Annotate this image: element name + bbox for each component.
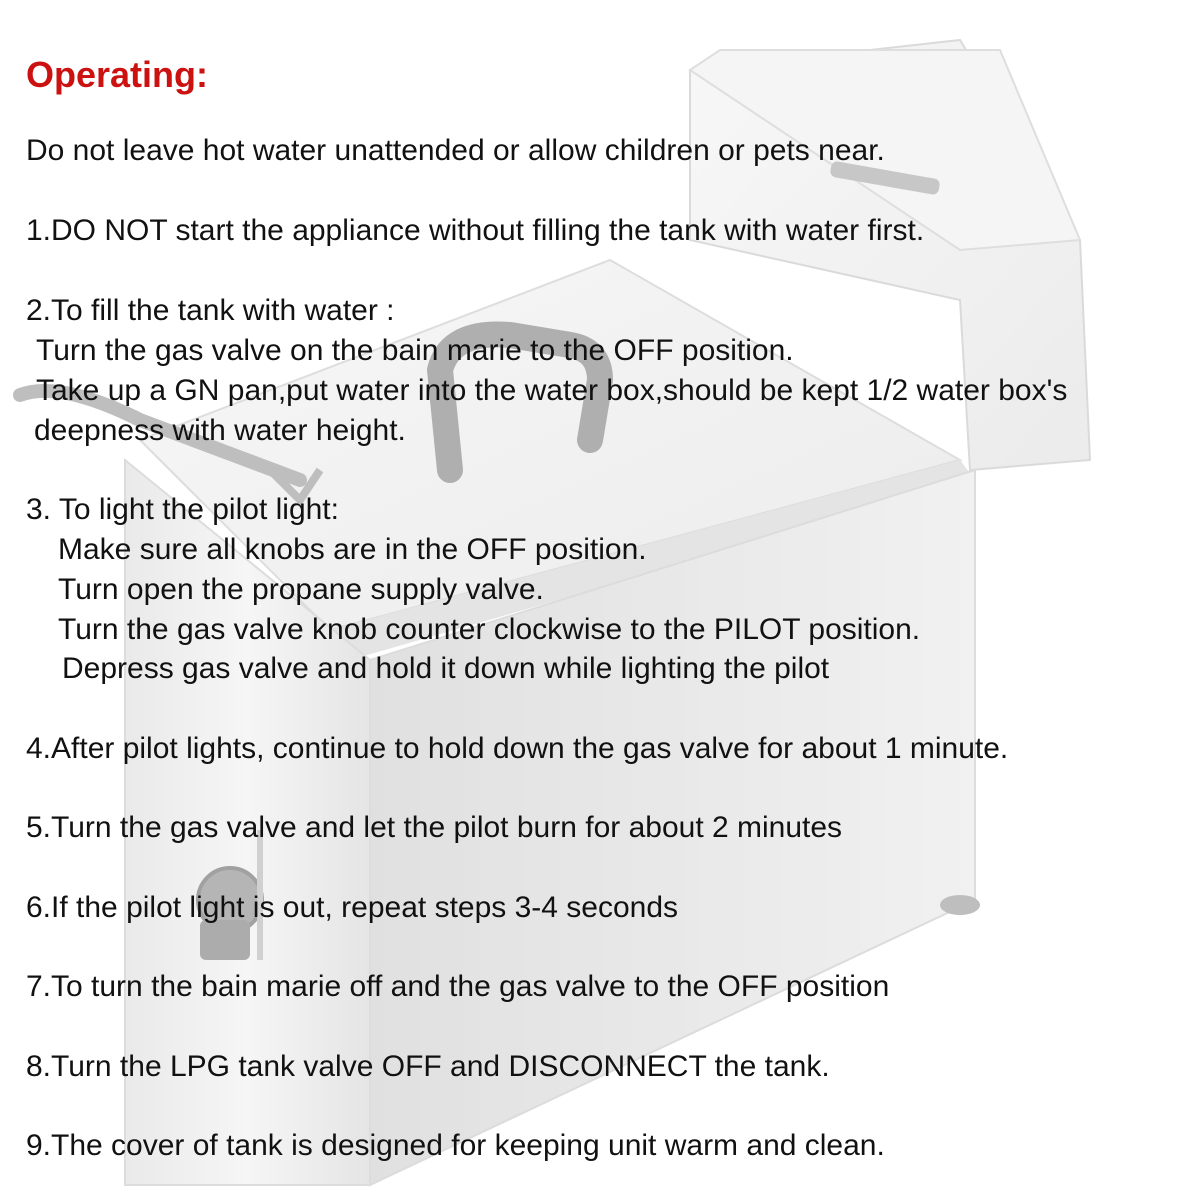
step-9-line: 9.The cover of tank is designed for keeping unit warm and clean.: [26, 1129, 885, 1162]
section-title: Operating:: [26, 54, 209, 95]
step-3-heading: 3. To light the pilot light:: [26, 493, 339, 526]
step-3-detail-4: Depress gas valve and hold it down while lighting the pilot: [62, 652, 830, 685]
step-7-line: 7.To turn the bain marie off and the gas valve to the OFF position: [26, 970, 890, 1003]
step-3-detail-3: Turn the gas valve knob counter clockwise to the PILOT position.: [58, 613, 921, 646]
step-3-detail-2: Turn open the propane supply valve.: [58, 573, 544, 606]
step-6-line: 6.If the pilot light is out, repeat steps 3-4 seconds: [26, 891, 679, 924]
step-8-line: 8.Turn the LPG tank valve OFF and DISCONNECT the tank.: [26, 1050, 830, 1083]
step-4-line: 4.After pilot lights, continue to hold down the gas valve for about 1 minute.: [26, 732, 1009, 765]
step-1-line: 1.DO NOT start the appliance without filling the tank with water first.: [26, 214, 925, 247]
step-2-heading: 2.To fill the tank with water :: [26, 294, 395, 327]
step-3-detail-1: Make sure all knobs are in the OFF position.: [58, 533, 647, 566]
step-2-detail-1: Turn the gas valve on the bain marie to the OFF position.: [36, 334, 794, 367]
step-5-line: 5.Turn the gas valve and let the pilot burn for about 2 minutes: [26, 811, 843, 844]
step-2-detail-3: deepness with water height.: [34, 414, 406, 447]
warning-line: Do not leave hot water unattended or allow children or pets near.: [26, 134, 885, 167]
step-2-detail-2: Take up a GN pan,put water into the water box,should be kept 1/2 water box's: [36, 374, 1068, 407]
